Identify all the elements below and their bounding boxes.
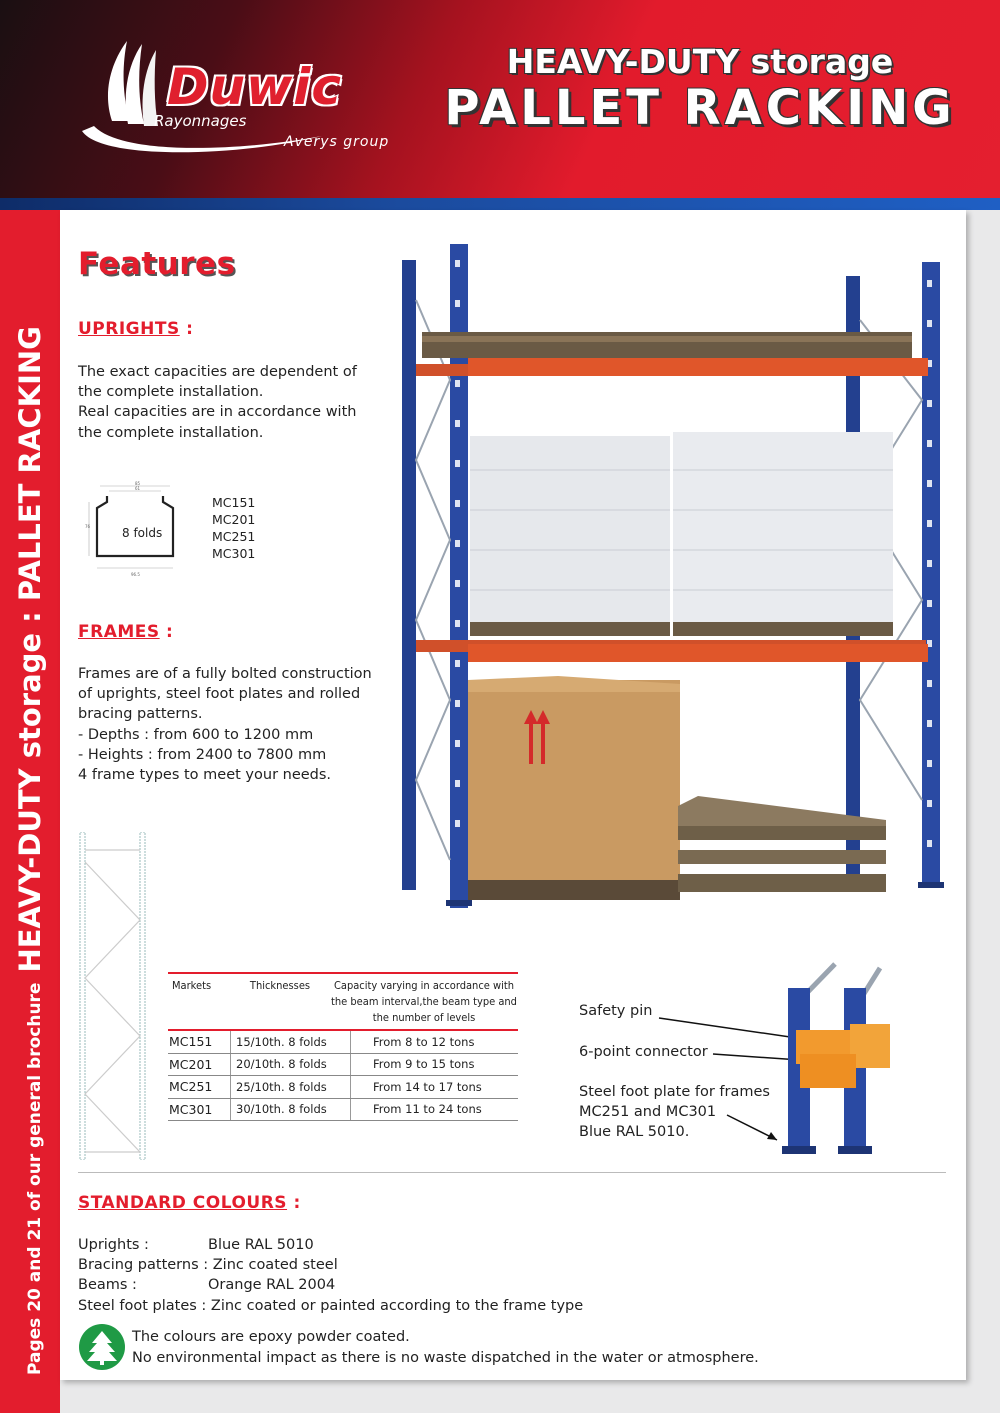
colour-label: Uprights : <box>78 1237 149 1253</box>
table-cell-thickness: 25/10th. 8 folds <box>230 1076 350 1098</box>
frames-heading <box>78 622 173 642</box>
frames-heading-suffix: : <box>159 622 174 642</box>
connector-detail-illustration <box>780 960 890 1160</box>
table-header-thicknesses: Thicknesses <box>249 979 311 992</box>
profile-dim-inner: 61 <box>135 486 141 491</box>
header-blue-band <box>0 198 1000 210</box>
header-title-line1: HEAVY-DUTY storage <box>506 42 894 81</box>
duwic-logo <box>72 36 402 166</box>
frames-line: of uprights, steel foot plates and rolled <box>78 686 361 703</box>
callout-safety-pin: Safety pin <box>579 1003 653 1019</box>
table-cell-market: MC201 <box>169 1056 213 1072</box>
brand-subtitle: Rayonnages <box>154 112 247 130</box>
table-cell-capacity: From 11 to 24 tons <box>350 1099 518 1121</box>
table-cell-capacity: From 9 to 15 tons <box>350 1054 518 1076</box>
frames-line: Frames are of a fully bolted construction <box>78 666 372 682</box>
frames-line: - Heights : from 2400 to 7800 mm <box>78 746 327 763</box>
callout-connector: 6-point connector <box>579 1044 708 1060</box>
table-row <box>168 1099 518 1122</box>
frames-line: - Depths : from 600 to 1200 mm <box>78 726 314 743</box>
table-row <box>168 1031 518 1054</box>
brand-name: Duwic <box>167 58 343 116</box>
tree-icon <box>78 1323 126 1371</box>
frames-line: 4 frame types to meet your needs. <box>78 767 332 784</box>
sidebar-caption <box>13 326 47 1375</box>
table-cell-market: MC301 <box>169 1101 213 1117</box>
colours-heading-text: STANDARD COLOURS <box>78 1193 288 1213</box>
colour-label: Beams : <box>78 1277 137 1294</box>
table-header <box>168 972 518 1031</box>
colour-row <box>78 1235 583 1255</box>
capacity-table <box>168 972 518 1121</box>
table-cell-thickness: 30/10th. 8 folds <box>230 1099 350 1121</box>
brand-group: Averys group <box>284 134 390 150</box>
uprights-line: The exact capacities are dependent of <box>78 364 357 380</box>
table-row <box>168 1076 518 1099</box>
table-cell-capacity: From 14 to 17 tons <box>350 1076 518 1098</box>
uprights-line: the complete installation. <box>78 424 264 441</box>
section-divider <box>78 1172 946 1173</box>
sidebar-caption-small: Pages 20 and 21 of our general brochure <box>25 982 45 1375</box>
colours-heading <box>78 1193 301 1213</box>
model-item: MC251 <box>212 529 256 544</box>
profile-dim-bottom: 96.5 <box>131 572 140 577</box>
colour-value: Blue RAL 5010 <box>208 1237 314 1253</box>
table-header-markets: Markets <box>172 979 212 992</box>
pallet-rack-illustration <box>398 240 954 912</box>
model-item: MC301 <box>212 546 256 561</box>
uprights-text <box>78 362 357 443</box>
colour-value: Orange RAL 2004 <box>208 1277 336 1294</box>
colours-list <box>78 1235 583 1316</box>
colour-label: Bracing patterns : <box>78 1257 213 1274</box>
table-cell-market: MC151 <box>169 1034 213 1050</box>
features-title: Features <box>78 246 236 282</box>
page-header <box>0 0 1000 210</box>
header-title-line2: PALLET RACKING <box>444 80 956 136</box>
colour-value: Zinc coated or painted according to the frame type <box>210 1297 584 1314</box>
frames-heading-text: FRAMES <box>78 622 160 642</box>
frames-text <box>78 664 372 785</box>
model-item: MC151 <box>212 495 256 510</box>
uprights-line: Real capacities are in accordance with <box>78 404 357 421</box>
table-cell-thickness: 20/10th. 8 folds <box>230 1054 350 1076</box>
eco-line1: The colours are epoxy powder coated. <box>132 1329 410 1345</box>
uprights-heading <box>78 319 193 339</box>
colour-value: Zinc coated steel <box>212 1257 338 1274</box>
colour-label: Steel foot plates : <box>78 1297 211 1314</box>
frame-drawing <box>78 832 148 1160</box>
table-cell-capacity: From 8 to 12 tons <box>350 1031 518 1053</box>
colour-row <box>78 1296 583 1316</box>
callout-foot-line: MC251 and MC301 <box>579 1104 717 1120</box>
upright-models-list <box>212 494 255 562</box>
profile-dim-height: 76 <box>85 524 91 529</box>
colour-row <box>78 1275 583 1295</box>
eco-line2: No environmental impact as there is no waste dispatched in the water or atmosphere. <box>132 1349 759 1366</box>
uprights-heading-text: UPRIGHTS <box>78 319 180 339</box>
table-header-capacity: Capacity varying in accordance with the beam interval,the beam type and the number of levels <box>331 979 517 1024</box>
table-row <box>168 1054 518 1077</box>
table-cell-market: MC251 <box>169 1079 213 1095</box>
profile-dim-top: 85 <box>135 481 141 486</box>
profile-folds-label: 8 folds <box>122 526 163 540</box>
sidebar-caption-big: HEAVY-DUTY storage : PALLET RACKING <box>13 326 47 973</box>
callout-foot-line: Steel foot plate for frames <box>579 1084 770 1100</box>
callout-foot-line: Blue RAL 5010. <box>579 1124 690 1140</box>
eco-note <box>132 1327 759 1368</box>
table-cell-thickness: 15/10th. 8 folds <box>230 1031 350 1053</box>
colour-row <box>78 1255 583 1275</box>
uprights-line: the complete installation. <box>78 384 264 401</box>
frames-line: bracing patterns. <box>78 706 203 723</box>
uprights-heading-suffix: : <box>179 319 194 339</box>
model-item: MC201 <box>212 512 256 527</box>
colours-heading-suffix: : <box>287 1193 301 1213</box>
